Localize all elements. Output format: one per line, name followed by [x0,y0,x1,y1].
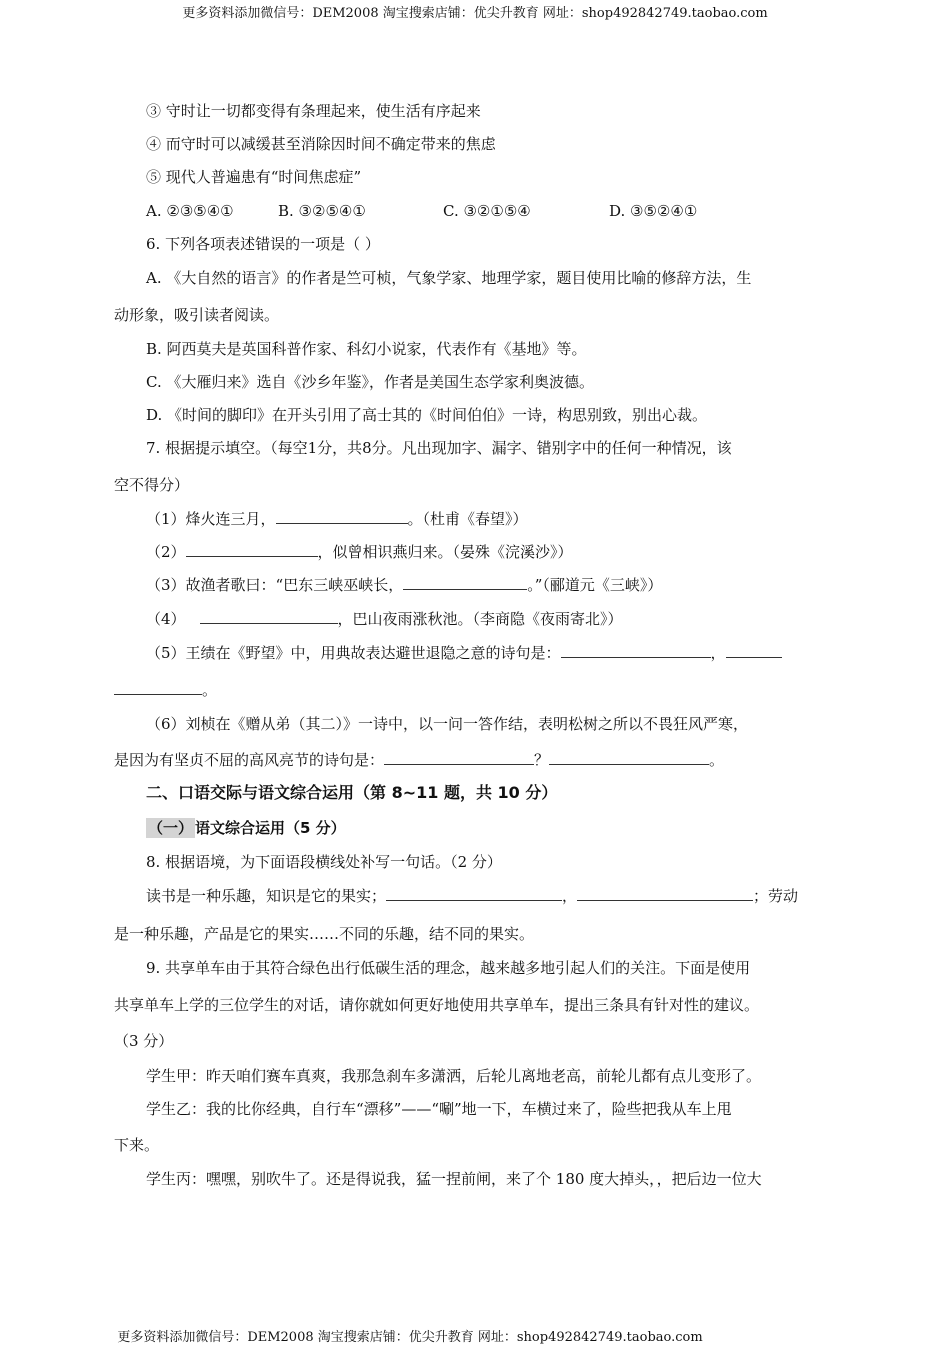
q7-s3-source: 。”（郦道元《三峡》） [527,576,663,594]
section-2-title: 二、口语交际与语文综合运用（第 8~11 题，共 10 分） [146,783,558,802]
q5-item-4: ④ 而守时可以减缓甚至消除因时间不确定带来的焦虑 [146,135,496,153]
q8-passage-line1 [146,886,798,906]
q7-stem-line2: 空不得分） [114,476,190,494]
part-1-heading: 语文综合运用（5 分） [195,819,346,837]
q7-s5-text: （5）王绩在《野望》中，用典故表达避世退隐之意的诗句是： [146,644,561,662]
q9-stem-line3: （3 分） [114,1032,174,1050]
part-1-title [146,818,346,838]
q7-s3-text: （3）故渔者歌曰：“巴东三峡巫峡长， [146,576,404,594]
q7-sub-1 [146,509,528,529]
q5-option-c: C. ③②①⑤④ [443,202,531,220]
answer-blank[interactable] [577,886,753,901]
q7-s1-source: 。（杜甫《春望》） [407,510,528,528]
q6-option-b: B. 阿西莫夫是英国科普作家、科幻小说家，代表作有《基地》等。 [146,340,587,358]
q7-s6-text: 是因为有坚贞不屈的高风亮节的诗句是： [114,751,385,769]
q6-option-d: D. 《时间的脚印》在开头引用了高士其的《时间伯伯》一诗，构思别致，别出心裁。 [146,406,708,424]
q7-s6-qmark: ？ [534,751,550,769]
q8-text-c: ；劳动 [753,887,799,905]
q7-sub-6-line2 [114,750,724,770]
q5-option-b: B. ③②⑤④① [278,202,366,220]
q5-item-3: ③ 守时让一切都变得有条理起来，使生活有序起来 [146,102,481,120]
q9-stem-line1: 9. 共享单车由于其符合绿色出行低碳生活的理念，越来越多地引起人们的关注。下面是使用 [146,959,751,977]
q7-sub-3 [146,575,662,595]
q7-s5-comma: ， [710,644,726,662]
q8-comma: ， [562,887,578,905]
page-footer: 更多资料添加微信号：DEM2008 淘宝搜索店铺：优尖升教育 网址：shop492842749.taobao.com [117,1330,703,1345]
answer-blank[interactable] [200,609,338,624]
q7-s4-num: （4） [146,610,186,628]
answer-blank[interactable] [276,509,408,524]
q7-sub-4 [146,609,623,629]
answer-blank[interactable] [114,680,202,695]
q6-stem: 6. 下列各项表述错误的一项是（ ） [146,235,380,253]
q5-option-d: D. ③⑤②④① [609,202,698,220]
answer-blank[interactable] [561,643,711,658]
q7-s2-num: （2） [146,543,186,561]
part-1-label: （一） [148,819,194,837]
q7-sub-2 [146,542,573,562]
q7-s1-text: （1）烽火连三月， [146,510,276,528]
q7-s2-text: ，似曾相识燕归来。（晏殊《浣溪沙》） [317,543,573,561]
page-header: 更多资料添加微信号：DEM2008 淘宝搜索店铺：优尖升教育 网址：shop492842749.taobao.com [182,6,768,21]
q5-item-5: ⑤ 现代人普遍患有“时间焦虑症” [146,168,362,186]
q6-option-a-line2: 动形象，吸引读者阅读。 [114,306,280,324]
q9-stem-line2: 共享单车上学的三位学生的对话，请你就如何更好地使用共享单车，提出三条具有针对性的建议。 [114,996,760,1014]
answer-blank[interactable] [403,575,527,590]
q6-option-a-line1: A. 《大自然的语言》的作者是竺可桢，气象学家、地理学家，题目使用比喻的修辞方法，生 [146,269,752,287]
q7-stem-line1: 7. 根据提示填空。（每空1分，共8分。凡出现加字、漏字、错别字中的任何一种情况，该 [146,439,732,457]
answer-blank[interactable] [384,750,534,765]
q7-sub-5-cont [114,680,217,700]
answer-blank[interactable] [386,886,562,901]
q7-s4-text: ，巴山夜雨涨秋池。（李商隐《夜雨寄北》） [337,610,623,628]
q7-s5-end: 。 [202,681,218,699]
q8-passage-line2: 是一种乐趣，产品是它的果实……不同的乐趣，结不同的果实。 [114,925,535,943]
q7-sub-5 [146,643,782,663]
q9-student-yi-line2: 下来。 [114,1136,160,1154]
q9-student-jia: 学生甲：昨天咱们赛车真爽，我那急刹车多潇洒，后轮儿离地老高，前轮儿都有点儿变形了。 [146,1067,762,1085]
q8-text-a: 读书是一种乐趣，知识是它的果实； [146,887,387,905]
q6-option-c: C. 《大雁归来》选自《沙乡年鉴》，作者是美国生态学家利奥波德。 [146,373,594,391]
q9-student-bing: 学生丙：嘿嘿，别吹牛了。还是得说我，猛一捏前闸，来了个 180 度大掉头，，把后边一位大 [146,1170,762,1188]
q5-option-a: A. ②③⑤④① [146,202,234,220]
q8-stem: 8. 根据语境，为下面语段横线处补写一句话。（2 分） [146,853,502,871]
q7-s6-end: 。 [709,751,725,769]
answer-blank[interactable] [726,643,782,658]
answer-blank[interactable] [549,750,709,765]
q7-sub-6-line1: （6）刘桢在《赠从弟（其二）》一诗中，以一问一答作结，表明松树之所以不畏狂风严寒， [146,715,749,733]
answer-blank[interactable] [186,542,318,557]
q9-student-yi-line1: 学生乙：我的比你经典，自行车“漂移”——“唰”地一下，车横过来了，险些把我从车上甩 [146,1100,732,1118]
